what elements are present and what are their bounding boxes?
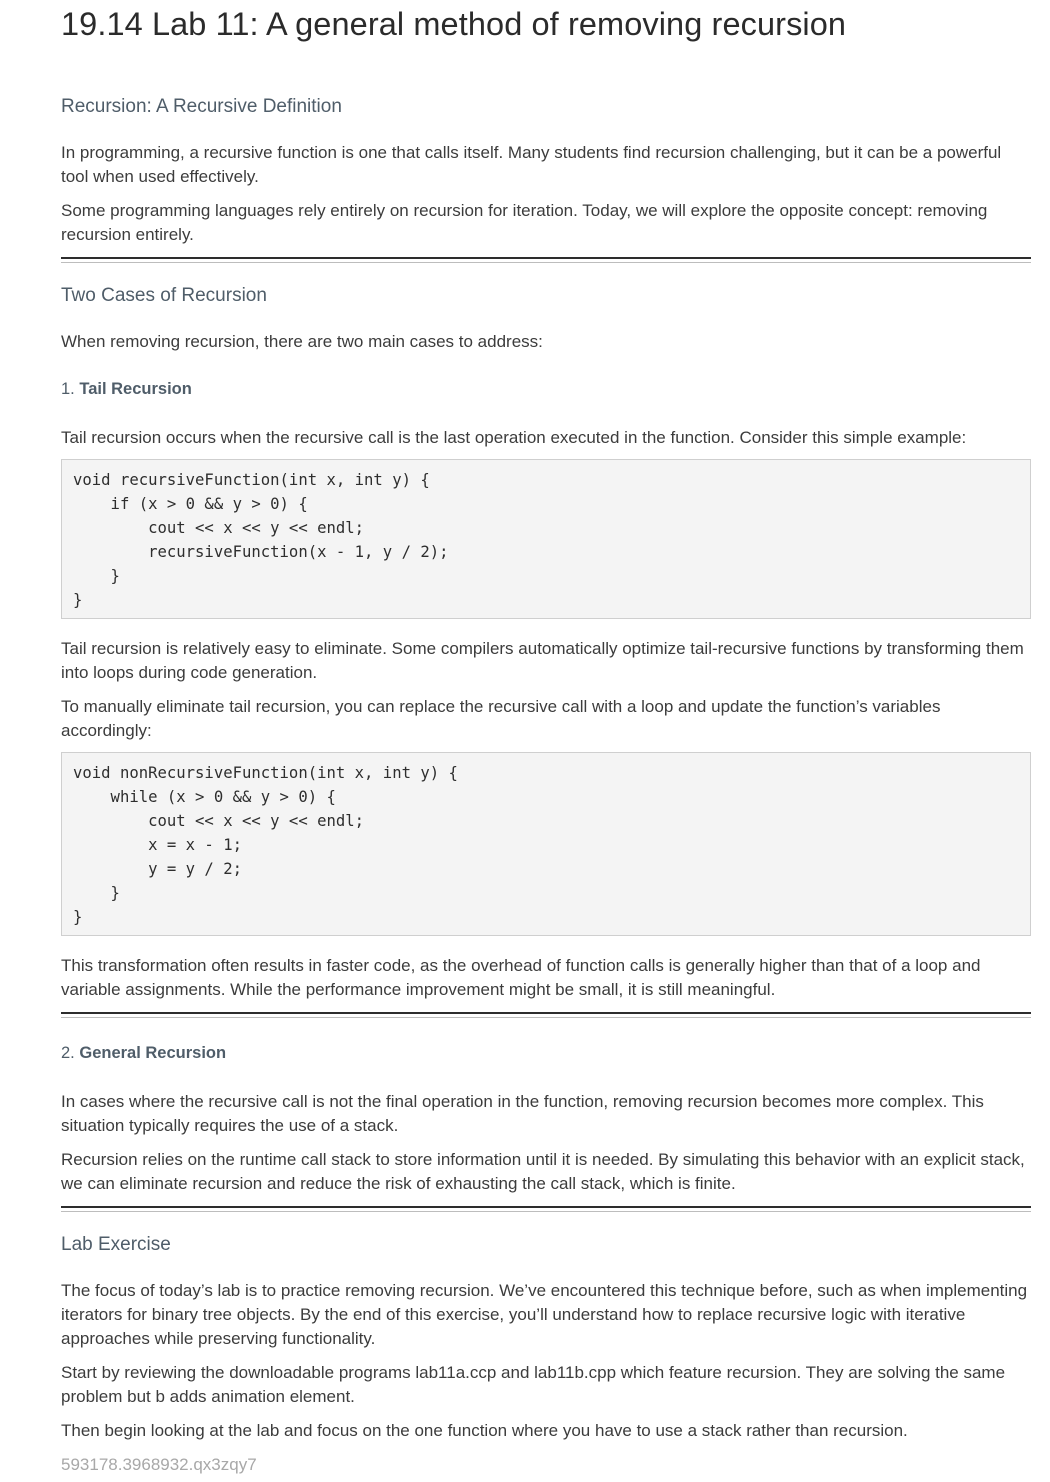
paragraph-manual-elimination: To manually eliminate tail recursion, you can replace the recursive call with a loop and update the function’s variables accordingly: — [61, 697, 941, 740]
paragraph-tail-recursion-compilers: Tail recursion is relatively easy to eliminate. Some compilers automatically optimize tail-recursive functions by transforming them into loops during code generation. — [61, 639, 1024, 682]
code-block-recursive-function: void recursiveFunction(int x, int y) { if (x > 0 && y > 0) { cout << x << y << endl; recursiveFunction(x - 1, y / 2); } } — [61, 459, 1031, 619]
paragraph-transformation-performance: This transformation often results in faster code, as the overhead of function calls is generally higher than that of a loop and variable assignments. While the performance improvement might be small, it is still meaningful. — [61, 956, 981, 999]
case-title: Tail Recursion — [79, 380, 192, 398]
page-title: 19.14 Lab 11: A general method of removing recursion — [61, 6, 847, 42]
paragraph-two-cases-intro: When removing recursion, there are two main cases to address: — [61, 332, 543, 351]
code-block-nonrecursive-function: void nonRecursiveFunction(int x, int y) { while (x > 0 && y > 0) { cout << x << y << endl; x = x - 1; y = y / 2; } } — [61, 752, 1031, 936]
section-heading-two-cases: Two Cases of Recursion — [61, 285, 267, 306]
footer-identifier: 593178.3968932.qx3zqy7 — [61, 1455, 257, 1474]
case-title: General Recursion — [79, 1044, 227, 1062]
paragraph-intro-recursion: In programming, a recursive function is one that calls itself. Many students find recursion challenging, but it can be a powerful tool when used effectively. — [61, 143, 1002, 186]
paragraph-lab-focus: The focus of today’s lab is to practice removing recursion. We’ve encountered this technique before, such as when implementing iterators for binary tree objects. By the end of this exercise, you’ll understand how to replace recursive logic with iterative approaches while preserving functionality. — [61, 1281, 1028, 1348]
section-heading-recursive-definition: Recursion: A Recursive Definition — [61, 96, 342, 117]
paragraph-call-stack: Recursion relies on the runtime call stack to store information until it is needed. By simulating this behavior with an explicit stack, we can eliminate recursion and reduce the risk of exhausting the call stack, which is finite. — [61, 1150, 1025, 1193]
subheading-tail-recursion — [61, 378, 1031, 400]
section-heading-lab-exercise: Lab Exercise — [61, 1234, 171, 1255]
subheading-general-recursion — [61, 1042, 1031, 1064]
paragraph-lab-instructions: Then begin looking at the lab and focus on the one function where you have to use a stack rather than recursion. — [61, 1421, 908, 1440]
paragraph-lab-programs: Start by reviewing the downloadable programs lab11a.ccp and lab11b.cpp which feature recursion. They are solving the same problem but b adds animation element. — [61, 1363, 1006, 1406]
paragraph-languages-recursion: Some programming languages rely entirely on recursion for iteration. Today, we will explore the opposite concept: removing recursion entirely. — [61, 201, 988, 244]
case-number: 1. — [61, 380, 80, 398]
case-number: 2. — [61, 1044, 80, 1062]
document-page — [61, 0, 1031, 1477]
paragraph-general-recursion-stack: In cases where the recursive call is not the final operation in the function, removing recursion becomes more complex. This situation typically requires the use of a stack. — [61, 1092, 984, 1135]
paragraph-tail-recursion-definition: Tail recursion occurs when the recursive call is the last operation executed in the function. Consider this simple example: — [61, 428, 967, 447]
